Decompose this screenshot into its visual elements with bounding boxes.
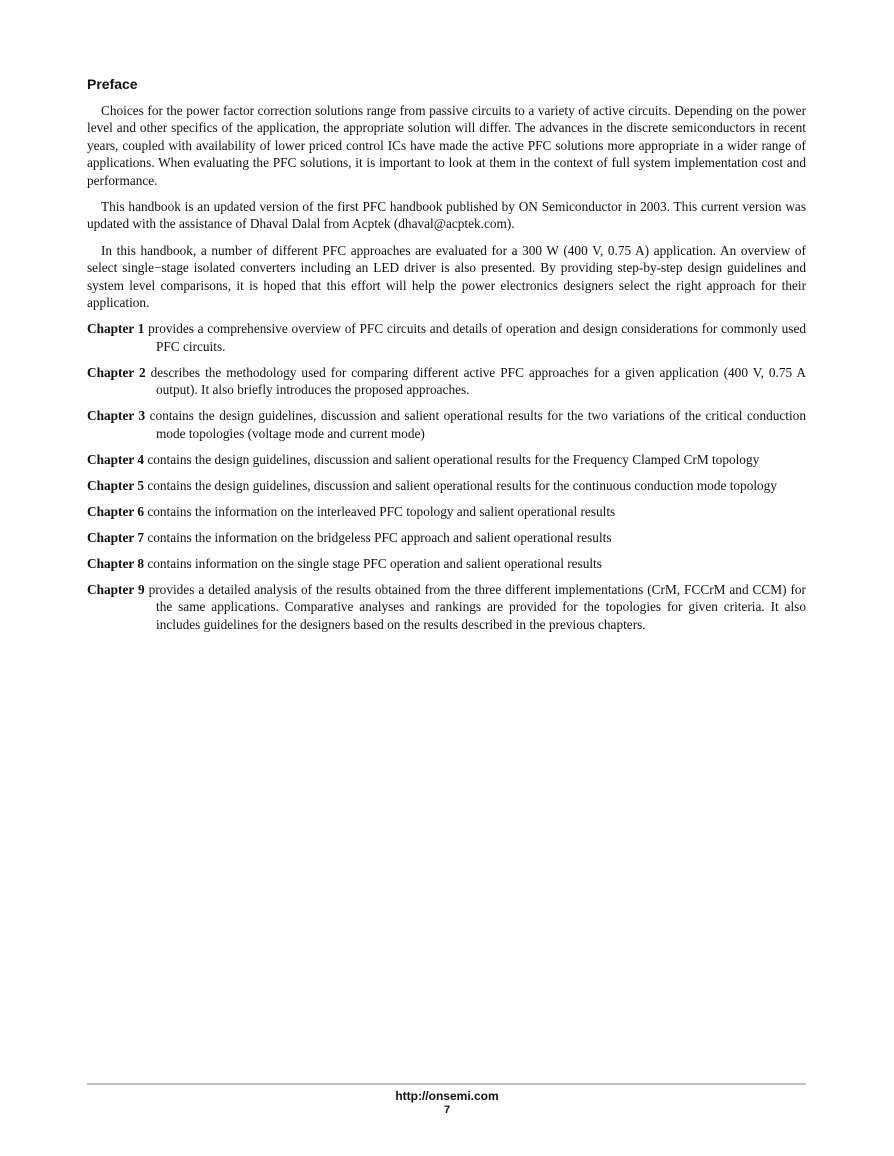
chapter-item-7 — [87, 529, 806, 546]
chapter-item-2 — [87, 364, 806, 399]
chapter-item-5 — [87, 477, 806, 494]
preface-paragraph-1: Choices for the power factor correction solutions range from passive circuits to a variety of active circuits. Depending on the power level and other specifics of the application, the appropriate solution will differ. The advances in the discrete semiconductors in recent years, coupled with availability of lower priced control ICs have made the active PFC solutions more appropriate in a wider range of applications. When evaluating the PFC solutions, it is important to look at them in the context of full system implementation cost and performance. — [87, 103, 806, 188]
chapter-description: contains the design guidelines, discussion and salient operational results for the Frequency Clamped CrM topology — [144, 451, 760, 467]
chapter-item-9 — [87, 581, 806, 633]
chapter-item-3 — [87, 407, 806, 442]
preface-paragraph-3: In this handbook, a number of different PFC approaches are evaluated for a 300 W (400 V, 0.75 A) application. An overview of select single−stage isolated converters including an LED driver is also presented. By providing step-by-step design guidelines and system level comparisons, it is hoped that this effort will help the power electronics designers select the right approach for their application. — [87, 242, 806, 311]
chapter-label: Chapter 6 — [87, 503, 145, 519]
chapter-label: Chapter 9 — [87, 581, 145, 597]
chapter-description: provides a comprehensive overview of PFC circuits and details of operation and design considerations for commonly used PFC circuits. — [144, 321, 806, 354]
chapter-item-4 — [87, 451, 806, 468]
page-number: 7 — [443, 1104, 451, 1116]
chapter-description: contains the design guidelines, discussion and salient operational results for the continuous conduction mode topology — [144, 477, 777, 493]
chapter-description: provides a detailed analysis of the results obtained from the three different implementations (CrM, FCCrM and CCM) for the same applications. Comparative analyses and rankings are provided for the topologies for given criteria. It also includes guidelines for the designers based on the results described in the previous chapters. — [144, 581, 806, 632]
chapter-label: Chapter 8 — [87, 555, 145, 571]
chapter-item-6 — [87, 503, 806, 520]
chapter-item-8 — [87, 555, 806, 572]
document-body — [87, 76, 806, 642]
footer-divider — [87, 1083, 806, 1085]
preface-paragraph-2: This handbook is an updated version of the first PFC handbook published by ON Semiconductor in 2003. This current version was updated with the assistance of Dhaval Dalal from Acptek (dhaval@acptek.com). — [87, 199, 806, 232]
chapter-label: Chapter 7 — [87, 529, 145, 545]
chapter-list — [87, 320, 806, 632]
preface-heading: Preface — [87, 76, 138, 92]
chapter-label: Chapter 1 — [87, 321, 145, 337]
chapter-description: contains information on the single stage PFC operation and salient operational results — [144, 555, 602, 571]
chapter-label: Chapter 5 — [87, 477, 145, 493]
chapter-description: contains the information on the interleaved PFC topology and salient operational results — [144, 503, 616, 519]
chapter-description: contains the information on the bridgeless PFC approach and salient operational results — [144, 529, 612, 545]
footer-url-link[interactable]: http://onsemi.com — [395, 1089, 499, 1103]
chapter-label: Chapter 4 — [87, 451, 145, 467]
chapter-item-1 — [87, 320, 806, 355]
chapter-description: describes the methodology used for comparing different active PFC approaches for a given application (400 V, 0.75 A output). It also briefly introduces the proposed approaches. — [145, 364, 806, 398]
chapter-description: contains the design guidelines, discussion and salient operational results for the two variations of the critical conduction mode topologies (voltage mode and current mode) — [145, 408, 806, 441]
chapter-label: Chapter 2 — [87, 364, 146, 380]
chapter-label: Chapter 3 — [87, 408, 146, 424]
